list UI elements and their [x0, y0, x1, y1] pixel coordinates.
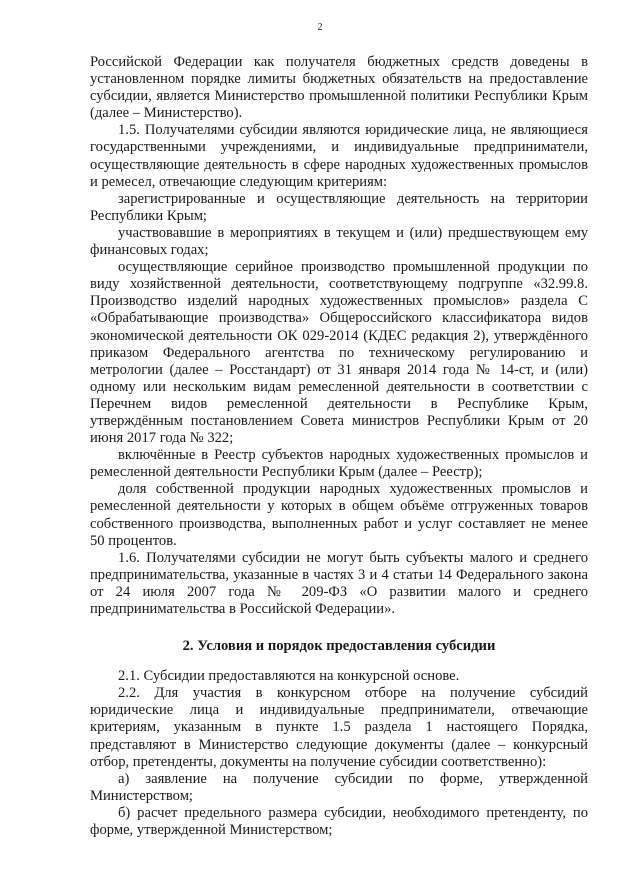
page-number: 2	[317, 22, 323, 33]
criterion-registry: включённые в Реестр субъектов народных художественных промыслов и ремесленной деятельности Республики Крым (далее – Реестр);	[90, 447, 588, 481]
paragraph-continuation: Российской Федерации как получателя бюджетных средств доведены в установленном порядке лимиты бюджетных обязательств на предоставление субсидии, является Министерство промышленной политики Республики Крым (далее – Министерство).	[90, 54, 588, 122]
criterion-serial-production: осуществляющие серийное производство промышленной продукции по виду хозяйственной деятельности, соответствующему подгруппе «32.99.8. Производство изделий народных художественных промыслов» раздела С «Обрабатывающие производства» Общероссийского классификатора видов экономической деятельности ОК 029-2014 (КДЕС редакция 2), утверждённого приказом Федерального агентства по техническому регулированию и метрологии (далее – Росстандарт) от 31 января 2014 года № 14-ст, и (или) одному или нескольким видам ремесленной деятельности в соответствии с Перечнем видов ремесленной деятельности в Республике Крым, утверждённым постановлением Совета министров Республики Крым от 20 июня 2017 года № 322;	[90, 259, 588, 447]
section-2-heading: 2. Условия и порядок предоставления субсидии	[182, 638, 496, 655]
document-body	[90, 54, 588, 839]
paragraph-1-5: 1.5. Получателями субсидии являются юридические лица, не являющиеся государственными учреждениями, и индивидуальные предприниматели, осуществляющие деятельность в сфере народных художественных промыслов и ремесел, отвечающие следующим критериям:	[90, 122, 588, 190]
item-b: б) расчет предельного размера субсидии, необходимого претенденту, по форме, утвержденной Министерством;	[90, 804, 588, 839]
paragraph-2-1: 2.1. Субсидии предоставляются на конкурсной основе.	[118, 668, 460, 685]
criterion-registered: зарегистрированные и осуществляющие деятельность на территории Республики Крым;	[90, 190, 588, 224]
paragraph-1-6: 1.6. Получателями субсидии не могут быть субъекты малого и среднего предпринимательства, указанные в частях 3 и 4 статьи 14 Федерального закона от 24 июля 2007 года № 209-ФЗ «О развитии малого и среднего предпринимательства в Российской Федерации».	[90, 549, 588, 617]
item-a: а) заявление на получение субсидии по форме, утвержденной Министерством;	[90, 770, 588, 804]
paragraph-2-2: 2.2. Для участия в конкурсном отборе на получение субсидий юридические лица и индивидуальные предприниматели, отвечающие критериям, указанным в пункте 1.5 раздела 1 настоящего Порядка, представляют в Министерство следующие документы (далее – конкурсный отбор, претенденты, документы на получение субсидии соответственно):	[90, 685, 588, 770]
criterion-share: доля собственной продукции народных художественных промыслов и ремесленной деятельности у которых в общем объёме отгруженных товаров собственного производства, выполненных работ и услуг составляет не менее 50 процентов.	[90, 481, 588, 549]
criterion-participated: участвовавшие в мероприятиях в текущем и (или) предшествующем ему финансовых годах;	[90, 224, 588, 259]
